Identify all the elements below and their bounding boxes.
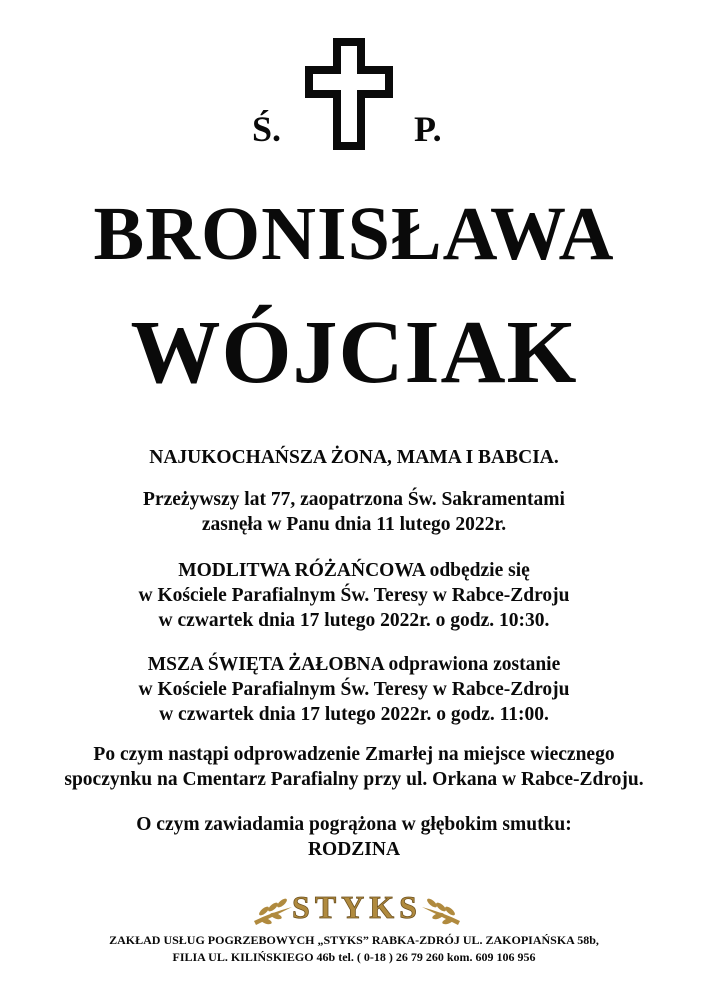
burial-block — [0, 742, 708, 792]
laurel-branch-icon-right — [422, 897, 460, 925]
footer-line-1: ZAKŁAD USŁUG POGRZEBOWYCH „STYKS” RABKA-ZDRÓJ UL. ZAKOPIAŃSKA 58b, — [109, 933, 599, 947]
closing-block — [0, 812, 708, 862]
header-letter-right: P. — [414, 109, 442, 149]
rosary-title: MODLITWA RÓŻAŃCOWA — [178, 560, 425, 581]
mass-title-rest: odprawiona zostanie — [383, 654, 561, 675]
mass-block — [0, 652, 708, 727]
rosary-line-3: w czwartek dnia 17 lutego 2022r. o godz. 10:30. — [158, 610, 550, 631]
styks-logo — [252, 885, 462, 927]
mass-title: MSZA ŚWIĘTA ŻAŁOBNA — [147, 654, 384, 675]
mass-line-1 — [0, 652, 708, 677]
closing-line-1: O czym zawiadamia pogrążona w głębokim smutku: — [136, 814, 572, 835]
mass-line-3: w czwartek dnia 17 lutego 2022r. o godz. 11:00. — [159, 704, 549, 725]
age-line-1: Przeżywszy lat 77, zaopatrzona Św. Sakramentami — [143, 489, 565, 510]
deceased-last-name: WÓJCIAK — [130, 303, 578, 402]
intro-line: NAJUKOCHAŃSZA ŻONA, MAMA I BABCIA. — [149, 447, 559, 468]
burial-line-1: Po czym nastąpi odprowadzenie Zmarłej na miejsce wiecznego — [93, 744, 615, 765]
cross-icon — [305, 38, 393, 150]
header-letter-left: Ś. — [252, 109, 282, 149]
rosary-title-rest: odbędzie się — [424, 560, 530, 581]
funeral-home-footer — [0, 932, 708, 966]
rosary-line-2: w Kościele Parafialnym Św. Teresy w Rabce-Zdroju — [138, 585, 570, 606]
rosary-block — [0, 558, 708, 633]
burial-line-2: spoczynku na Cmentarz Parafialny przy ul. Orkana w Rabce-Zdroju. — [64, 769, 644, 790]
age-block — [0, 487, 708, 537]
footer-line-2: FILIA UL. KILIŃSKIEGO 46b tel. ( 0-18 ) 26 79 260 kom. 609 106 956 — [172, 950, 536, 964]
logo-text: STYKS — [292, 889, 422, 925]
laurel-branch-icon — [254, 897, 292, 925]
deceased-first-name: BRONISŁAWA — [93, 192, 615, 276]
family-signature: RODZINA — [307, 839, 401, 860]
age-line-2: zasnęła w Panu dnia 11 lutego 2022r. — [201, 514, 507, 535]
mass-line-2: w Kościele Parafialnym Św. Teresy w Rabce-Zdroju — [138, 679, 570, 700]
rosary-line-1 — [0, 558, 708, 583]
